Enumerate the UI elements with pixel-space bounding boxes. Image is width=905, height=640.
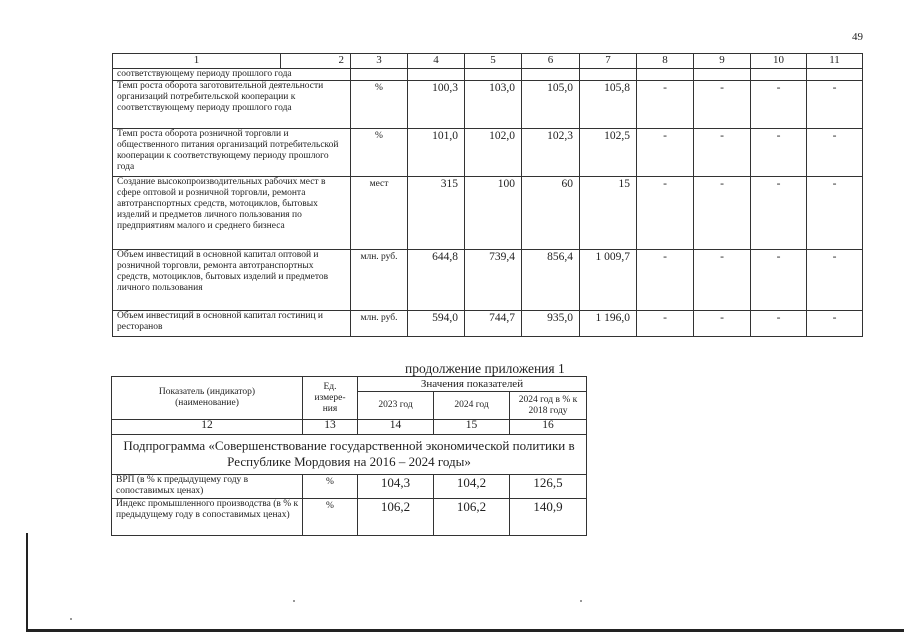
dash-cell: - — [751, 311, 807, 337]
year-2023-header: 2023 год — [358, 392, 434, 420]
column-number: 11 — [807, 54, 863, 69]
appendix-caption: продолжение приложения 1 — [405, 361, 565, 376]
value-cell: 140,9 — [510, 499, 587, 536]
dash-cell: - — [807, 129, 863, 177]
column-number: 8 — [637, 54, 694, 69]
table-row — [113, 311, 863, 337]
value-cell: 1 009,7 — [580, 250, 637, 311]
column-number: 14 — [358, 420, 434, 435]
value-cell: 856,4 — [522, 250, 580, 311]
dash-cell: - — [751, 81, 807, 129]
value-cell — [580, 69, 637, 81]
value-cell: 594,0 — [408, 311, 465, 337]
indicator-name: Темп роста оборота розничной торговли и общественного питания организаций потребительской кооперации к соответствующему периоду прошлого года — [113, 129, 351, 177]
value-cell: 100 — [465, 177, 522, 250]
scan-speck — [70, 618, 72, 620]
values-group-header: Значения показателей — [358, 377, 587, 392]
subprogram-title: Подпрограмма «Совершенствование государственной экономической политики в Республике Мордовия на 2016 – 2024 годы» — [112, 435, 587, 475]
column-number: 13 — [303, 420, 358, 435]
column-number: 10 — [751, 54, 807, 69]
column-number: 16 — [510, 420, 587, 435]
subprogram-row — [112, 435, 587, 475]
dash-cell — [694, 69, 751, 81]
dash-cell: - — [694, 177, 751, 250]
scan-speck — [293, 600, 295, 602]
value-cell — [408, 69, 465, 81]
column-number: 7 — [580, 54, 637, 69]
dash-cell — [637, 69, 694, 81]
dash-cell: - — [637, 177, 694, 250]
indicator-name: соответствующему периоду прошлого года — [113, 69, 351, 81]
value-cell: 105,8 — [580, 81, 637, 129]
year-2024-header: 2024 год — [434, 392, 510, 420]
value-cell: 60 — [522, 177, 580, 250]
value-cell: 102,3 — [522, 129, 580, 177]
unit-cell: % — [303, 475, 358, 499]
dash-cell: - — [694, 250, 751, 311]
indicator-name: Создание высокопроизводительных рабочих мест в сфере оптовой и розничной торговли, ремонта автотранспортных средств, мотоциклов, бытовых изделий и предметов личного пользования по предприятиям малого и среднего бизнеса — [113, 177, 351, 250]
dash-cell: - — [694, 311, 751, 337]
scan-speck — [580, 600, 582, 602]
table-row — [113, 177, 863, 250]
dash-cell: - — [751, 177, 807, 250]
column-number: 3 — [351, 54, 408, 69]
column-number: 2 — [281, 54, 351, 69]
unit-cell: % — [303, 499, 358, 536]
indicator-name: Объем инвестиций в основной капитал гостиниц и ресторанов — [113, 311, 351, 337]
dash-cell: - — [637, 81, 694, 129]
value-cell: 106,2 — [434, 499, 510, 536]
value-cell: 106,2 — [358, 499, 434, 536]
column-number: 5 — [465, 54, 522, 69]
unit-cell: млн. руб. — [351, 250, 408, 311]
table-row — [113, 69, 863, 81]
dash-cell: - — [637, 250, 694, 311]
value-cell: 105,0 — [522, 81, 580, 129]
column-number: 12 — [112, 420, 303, 435]
dash-cell: - — [807, 311, 863, 337]
unit-cell: млн. руб. — [351, 311, 408, 337]
column-number: 9 — [694, 54, 751, 69]
dash-cell: - — [694, 129, 751, 177]
dash-cell: - — [807, 81, 863, 129]
unit-cell: мест — [351, 177, 408, 250]
value-cell: 935,0 — [522, 311, 580, 337]
value-cell: 739,4 — [465, 250, 522, 311]
table-row — [113, 250, 863, 311]
unit-cell — [351, 69, 408, 81]
indicator-name: Темп роста оборота заготовительной деятельности организаций потребительской кооперации к соответствующему периоду прошлого года — [113, 81, 351, 129]
table-row — [113, 129, 863, 177]
value-cell: 126,5 — [510, 475, 587, 499]
value-cell: 101,0 — [408, 129, 465, 177]
dash-cell: - — [637, 311, 694, 337]
dash-cell — [807, 69, 863, 81]
unit-cell: % — [351, 129, 408, 177]
column-number: 6 — [522, 54, 580, 69]
indicator-name: Объем инвестиций в основной капитал оптовой и розничной торговли, ремонта автотранспортных средств, мотоциклов, бытовых изделий и предметов личного пользования — [113, 250, 351, 311]
dash-cell: - — [694, 81, 751, 129]
column-number-row — [112, 420, 587, 435]
value-cell: 102,0 — [465, 129, 522, 177]
table-row — [113, 81, 863, 129]
dash-cell: - — [751, 129, 807, 177]
column-number: 4 — [408, 54, 465, 69]
indicators-table-continued — [112, 53, 863, 337]
value-cell — [522, 69, 580, 81]
indicator-name: ВРП (в % к предыдущему году в сопоставимых ценах) — [112, 475, 303, 499]
dash-cell: - — [637, 129, 694, 177]
scan-edge-bottom — [27, 629, 904, 632]
unit-cell: % — [351, 81, 408, 129]
column-number: 15 — [434, 420, 510, 435]
header-row — [112, 377, 587, 392]
dash-cell: - — [751, 250, 807, 311]
value-cell: 102,5 — [580, 129, 637, 177]
subprogram-indicators-table — [111, 376, 587, 536]
value-cell: 100,3 — [408, 81, 465, 129]
percent-header: 2024 год в % к 2018 году — [510, 392, 587, 420]
column-number-row — [113, 54, 863, 69]
indicator-name: Индекс промышленного производства (в % к предыдущему году в сопоставимых ценах) — [112, 499, 303, 536]
dash-cell: - — [807, 177, 863, 250]
scan-edge-left — [26, 533, 28, 632]
unit-header: Ед. измере-ния — [303, 377, 358, 420]
table-row — [112, 499, 587, 536]
column-number: 1 — [113, 54, 281, 69]
value-cell: 104,3 — [358, 475, 434, 499]
value-cell — [465, 69, 522, 81]
dash-cell — [751, 69, 807, 81]
value-cell: 1 196,0 — [580, 311, 637, 337]
dash-cell: - — [807, 250, 863, 311]
value-cell: 15 — [580, 177, 637, 250]
indicator-header: Показатель (индикатор) (наименование) — [112, 377, 303, 420]
page-number: 49 — [852, 31, 863, 43]
table-row — [112, 475, 587, 499]
value-cell: 315 — [408, 177, 465, 250]
value-cell: 104,2 — [434, 475, 510, 499]
value-cell: 644,8 — [408, 250, 465, 311]
value-cell: 103,0 — [465, 81, 522, 129]
value-cell: 744,7 — [465, 311, 522, 337]
